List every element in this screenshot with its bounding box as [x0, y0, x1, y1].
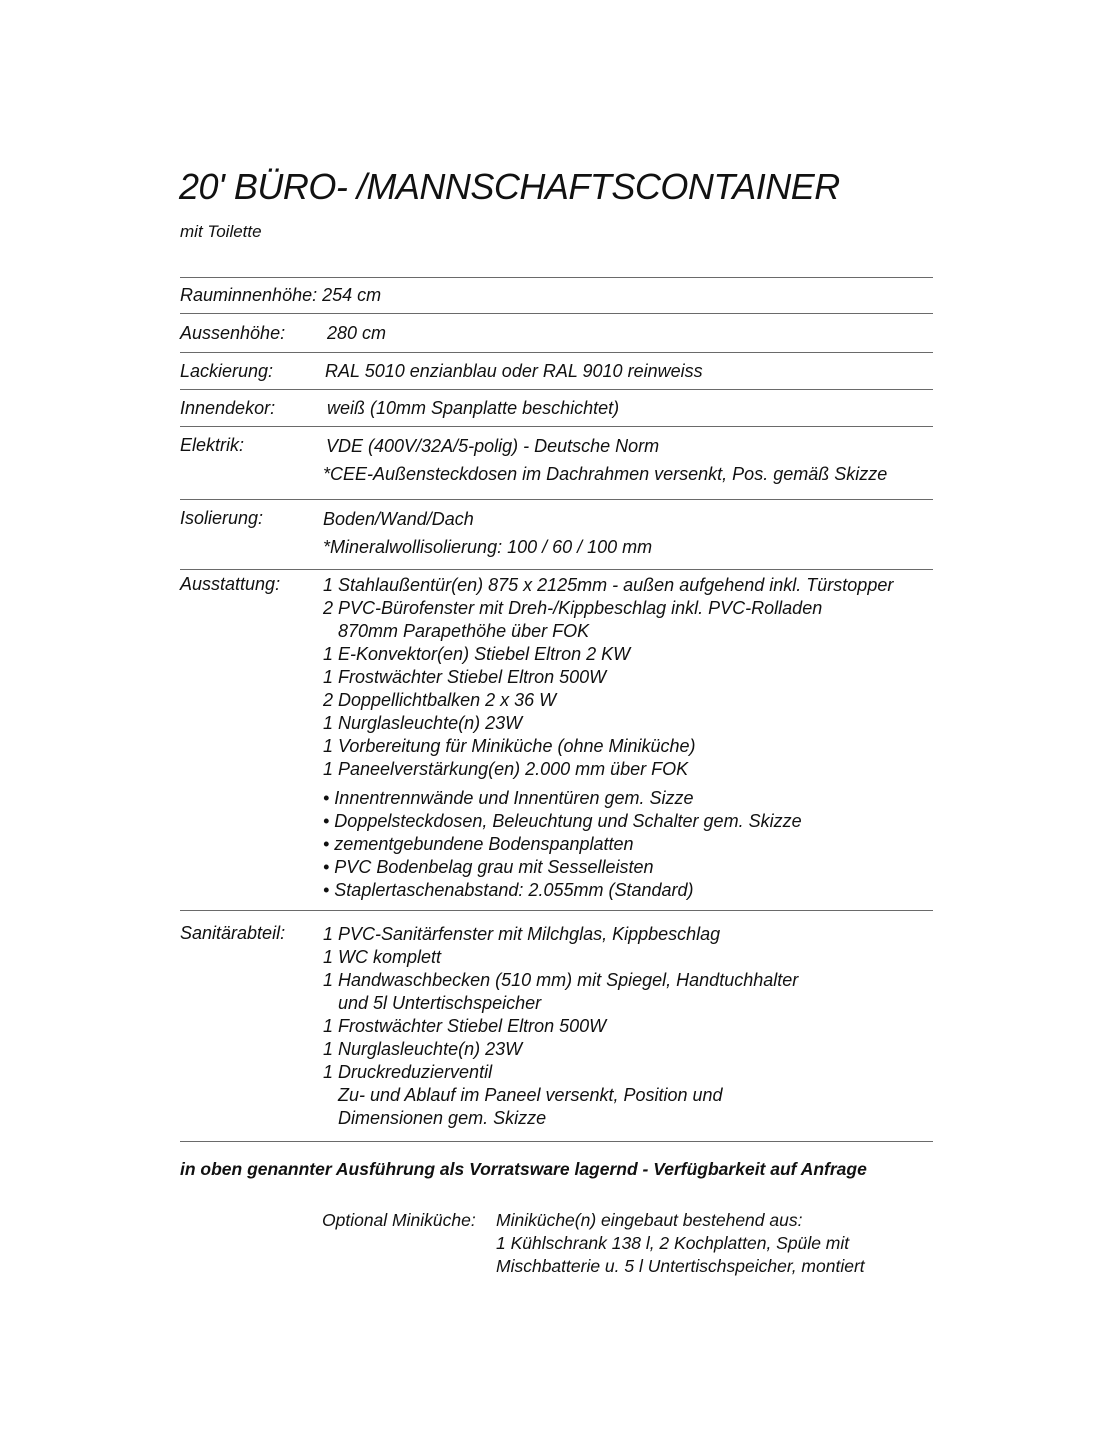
- equipment-item: 2 Doppellichtbalken 2 x 36 W: [323, 690, 557, 710]
- spec-row-rauminnenhoehe: [180, 277, 933, 313]
- spec-label: Ausstattung:: [180, 574, 281, 594]
- equipment-item: 1 Frostwächter Stiebel Eltron 500W: [323, 667, 607, 687]
- equipment-item: 1 E-Konvektor(en) Stiebel Eltron 2 KW: [323, 644, 631, 664]
- equipment-bullet: • Doppelsteckdosen, Beleuchtung und Schalter gem. Skizze: [323, 811, 802, 831]
- equipment-item: 2 PVC-Bürofenster mit Dreh-/Kippbeschlag inkl. PVC-Rolladen: [323, 598, 823, 618]
- sanitary-item: 1 Handwaschbecken (510 mm) mit Spiegel, Handtuchhalter: [323, 970, 799, 990]
- sanitary-item: und 5l Untertischspeicher: [338, 993, 542, 1013]
- optional-kitchen: [322, 1209, 865, 1278]
- sanitary-item: 1 Nurglasleuchte(n) 23W: [323, 1039, 523, 1059]
- equipment-bullet: • Staplertaschenabstand: 2.055mm (Standard): [323, 880, 694, 900]
- optional-label: Optional Miniküche:: [322, 1210, 476, 1230]
- sanitary-item: 1 Frostwächter Stiebel Eltron 500W: [323, 1016, 607, 1036]
- spec-row-isolierung: [180, 499, 933, 569]
- spec-label: Lackierung:: [180, 360, 274, 381]
- optional-line: 1 Kühlschrank 138 l, 2 Kochplatten, Spüle mit: [496, 1233, 850, 1253]
- spec-label: Sanitärabteil:: [180, 923, 286, 943]
- equipment-bullet: • zementgebundene Bodenspanplatten: [323, 834, 634, 854]
- spec-label: Rauminnenhöhe:: [180, 285, 318, 305]
- equipment-item: 1 Vorbereitung für Miniküche (ohne Miniküche): [323, 736, 696, 756]
- spec-value-line: VDE (400V/32A/5-polig) - Deutsche Norm: [326, 436, 660, 456]
- sanitary-item: Dimensionen gem. Skizze: [338, 1108, 547, 1128]
- equipment-item: 1 Stahlaußentür(en) 875 x 2125mm - außen aufgehend inkl. Türstopper: [323, 575, 894, 595]
- equipment-bullet: • PVC Bodenbelag grau mit Sesselleisten: [323, 857, 654, 877]
- spec-label: Innendekor:: [180, 397, 276, 418]
- spec-value: 254 cm: [322, 285, 382, 305]
- sanitary-item: 1 WC komplett: [323, 947, 442, 967]
- spec-label: Elektrik:: [180, 435, 245, 455]
- spec-table: [180, 277, 933, 1142]
- subtitle: mit Toilette: [180, 222, 262, 241]
- spec-row-sanitaerabteil: [180, 910, 933, 1142]
- page-title: 20' BÜRO- /MANNSCHAFTSCONTAINER: [179, 166, 840, 207]
- equipment-item: 1 Paneelverstärkung(en) 2.000 mm über FOK: [323, 759, 689, 779]
- spec-value-line: *Mineralwollisolierung: 100 / 60 / 100 mm: [323, 537, 653, 557]
- optional-line: Miniküche(n) eingebaut bestehend aus:: [496, 1210, 803, 1230]
- spec-row-innendekor: [180, 389, 933, 426]
- spec-label: Aussenhöhe:: [180, 322, 286, 343]
- spec-row-ausstattung: [180, 569, 933, 910]
- equipment-item: 1 Nurglasleuchte(n) 23W: [323, 713, 523, 733]
- spec-row-lackierung: [180, 352, 933, 389]
- sanitary-item: 1 PVC-Sanitärfenster mit Milchglas, Kippbeschlag: [323, 924, 721, 944]
- optional-line: Mischbatterie u. 5 l Untertischspeicher, montiert: [496, 1256, 865, 1276]
- equipment-bullet: • Innentrennwände und Innentüren gem. Sizze: [323, 788, 694, 808]
- spec-value: weiß (10mm Spanplatte beschichtet): [327, 397, 620, 418]
- spec-value: RAL 5010 enzianblau oder RAL 9010 reinweiss: [325, 360, 703, 381]
- spec-row-elektrik: [180, 426, 933, 499]
- equipment-item: 870mm Parapethöhe über FOK: [338, 621, 590, 641]
- sanitary-item: Zu- und Ablauf im Paneel versenkt, Position und: [338, 1085, 723, 1105]
- availability-notice: in oben genannter Ausführung als Vorratsware lagernd - Verfügbarkeit auf Anfrage: [180, 1159, 867, 1179]
- sanitary-item: 1 Druckreduzierventil: [323, 1062, 493, 1082]
- spec-label: Isolierung:: [180, 508, 264, 528]
- spec-value: 280 cm: [327, 322, 387, 343]
- spec-value-line: *CEE-Außensteckdosen im Dachrahmen versenkt, Pos. gemäß Skizze: [323, 464, 888, 484]
- spec-row-aussenhoehe: [180, 313, 933, 352]
- spec-value-line: Boden/Wand/Dach: [323, 509, 474, 529]
